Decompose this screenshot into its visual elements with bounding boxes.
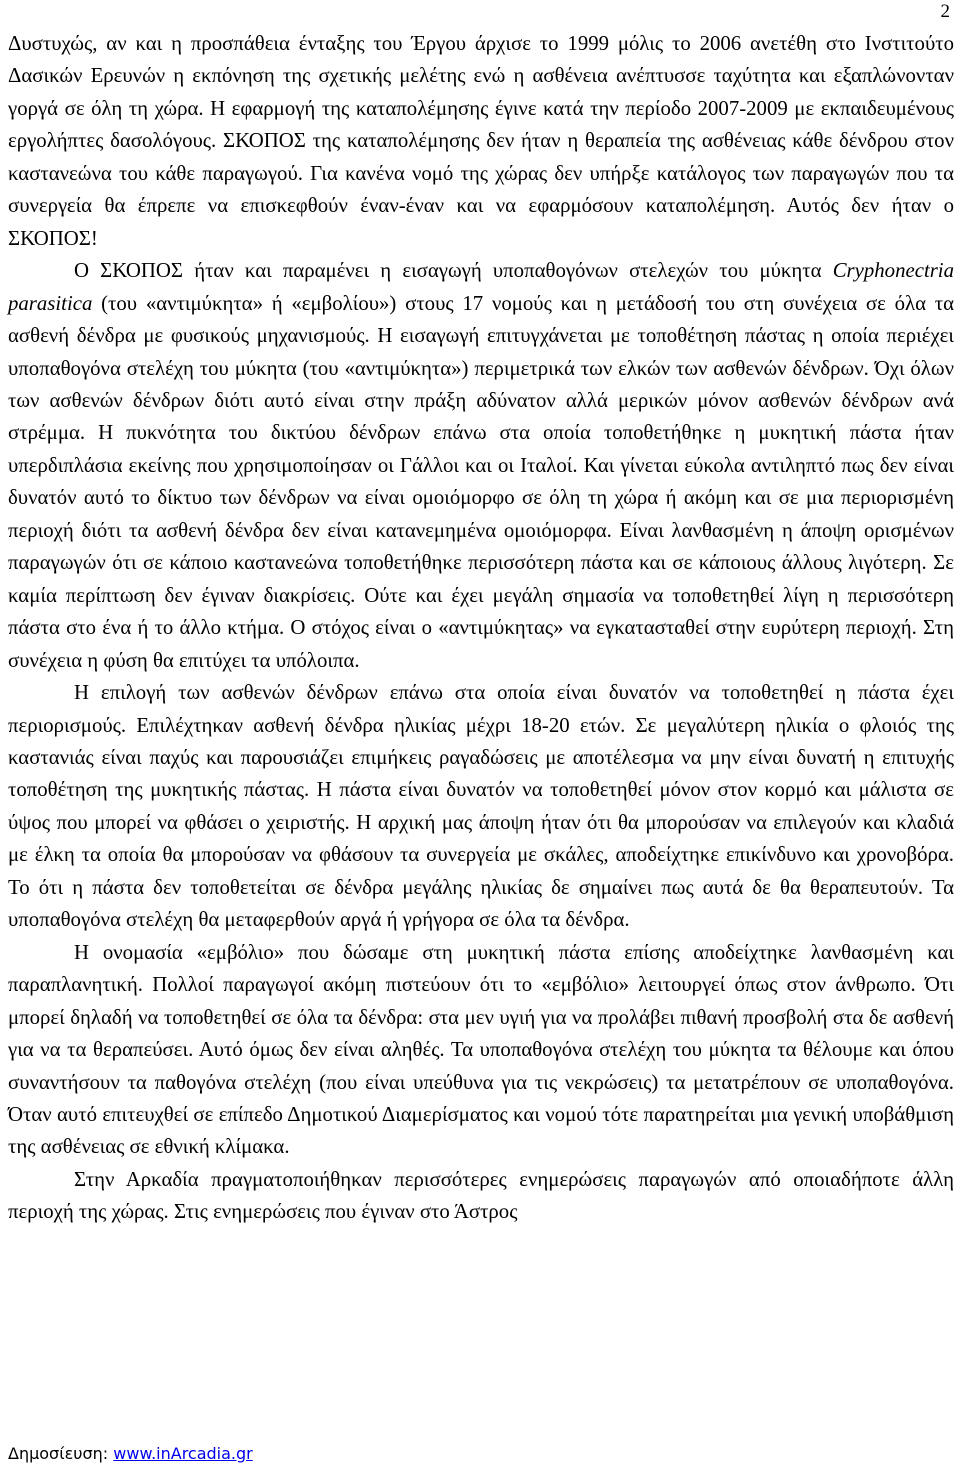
paragraph-skopos-text-after: (του «αντιμύκητα» ή «εμβολίου») στους 17 νομούς και η μετάδοσή του στη συνέχεια σε όλα τα ασθενή δένδρα με φυσικούς μηχανισμούς. Η εισαγωγή επιτυγχάνεται με τοποθέτηση πάστας η οποία περιέχει υποπαθογόνα στελέχη του μύκητα (του «αντιμύκητα») περιμετρικά των ελκών των ασθενών δένδρων. Όχι όλων των ασθενών δένδρων διότι αυτό είναι στην πράξη αδύνατον αλλά μερικών μόνον ασθενών δένδρων ανά στρέμμα. Η πυκνότητα του δικτύου δένδρων επάνω στα οποία τοποθετήθηκε η μυκητική πάστα ήταν υπερδιπλάσια εκείνης που χρησιμοποίησαν οι Γάλλοι και οι Ιταλοί. Και γίνεται εύκολα αντιληπτό πως δεν είναι δυνατόν αυτό το δίκτυο των δένδρων να είναι ομοιόμορφο σε όλη τη χώρα ή ακόμη και σε μια περιορισμένη περιοχή διότι τα ασθενή δένδρα δεν είναι κατανεμημένα ομοιόμορφα. Είναι λανθασμένη η άποψη ορισμένων παραγωγών ότι σε κάποιο καστανεώνα τοποθετήθηκε περισσότερη πάστα και σε κάποιους άλλους λιγότερη. Σε καμία περίπτωση δεν έγιναν διακρίσεις. Ούτε και έχει μεγάλη σημασία να τοποθετηθεί λίγη η περισσότερη πάστα στο ένα ή το άλλο κτήμα. Ο στόχος είναι ο «αντιμύκητας» να εγκατασταθεί στην ευρύτερη περιοχή. Στη συνέχεια η φύση θα επιτύχει τα υπόλοιπα. [8, 291, 954, 672]
footer [8, 1444, 253, 1464]
footer-label: Δημοσίευση: [8, 1444, 114, 1463]
page-number: 2 [940, 1, 950, 22]
paragraph-arcadia: Στην Αρκαδία πραγματοποιήθηκαν περισσότερες ενημερώσεις παραγωγών από οποιαδήποτε άλλη περιοχή της χώρας. Στις ενημερώσεις που έγιναν στο Άστρος [8, 1167, 954, 1224]
species-name: Cryphonectria parasitica [8, 259, 954, 315]
paragraph-skopos [8, 255, 954, 677]
document-body [8, 28, 954, 1229]
paragraph-vaccine-name: Η ονομασία «εμβόλιο» που δώσαμε στη μυκητική πάστα επίσης αποδείχτηκε λανθασμένη και παραπλανητική. Πολλοί παραγωγοί ακόμη πιστεύουν ότι το «εμβόλιο» λειτουργεί όπως στον άνθρωπο. Ότι μπορεί δηλαδή να τοποθετηθεί σε όλα τα δένδρα: στα μεν υγιή για να προλάβει πιθανή προσβολή στα δε ασθενή για να τα θεραπεύσει. Αυτό όμως δεν είναι αληθές. Τα υποπαθογόνα στελέχη του μύκητα τα θέλουμε και όπου συναντήσουν τα παθογόνα στελέχη (που είναι υπεύθυνα για τις νεκρώσεις) τα μετατρέπουν σε υποπαθογόνα. Όταν αυτό επιτευχθεί σε επίπεδο Δημοτικού Διαμερίσματος και νομού τότε παρατηρείται μια γενική υποβάθμιση της ασθένειας σε εθνική κλίμακα. [8, 940, 954, 1159]
paragraph-intro: Δυστυχώς, αν και η προσπάθεια ένταξης του Έργου άρχισε το 1999 μόλις το 2006 ανετέθη στο Ινστιτούτο Δασικών Ερευνών η εκπόνηση της σχετικής μελέτης ενώ η ασθένεια ανέπτυσσε ταχύτητα και εξαπλώνονταν γοργά σε όλη τη χώρα. Η εφαρμογή της καταπολέμησης έγινε κατά την περίοδο 2007-2009 με εκπαιδευμένους εργολήπτες δασολόγους. ΣΚΟΠΟΣ της καταπολέμησης δεν ήταν η θεραπεία της ασθένειας κάθε δένδρου στον καστανεώνα του κάθε παραγωγού. Για κανένα νομό της χώρας δεν υπήρξε κατάλογος των παραγωγών που τα συνεργεία θα έπρεπε να επισκεφθούν έναν-έναν και να εφαρμόσουν καταπολέμηση. Αυτός δεν ήταν ο ΣΚΟΠΟΣ! [8, 32, 954, 250]
paragraph-skopos-text-before: Ο ΣΚΟΠΟΣ ήταν και παραμένει η εισαγωγή υποπαθογόνων στελεχών του μύκητα [74, 259, 833, 283]
paragraph-tree-selection: Η επιλογή των ασθενών δένδρων επάνω στα οποία είναι δυνατόν να τοποθετηθεί η πάστα έχει περιορισμούς. Επιλέχτηκαν ασθενή δένδρα ηλικίας μέχρι 18-20 ετών. Σε μεγαλύτερη ηλικία ο φλοιός της καστανιάς είναι παχύς και παρουσιάζει επιμήκεις ραγαδώσεις με αποτέλεσμα να μην είναι δυνατή η επιτυχής τοποθέτηση της μυκητικής πάστας. Η πάστα είναι δυνατόν να τοποθετηθεί μόνον στον κορμό και μάλιστα σε ύψος που μπορεί να φθάσει ο χειριστής. Η αρχική μας άποψη ήταν ότι θα μπορούσαν να επιλεγούν και κλαδιά με έλκη τα οποία θα μπορούσαν να φθάσουν τα συνεργεία με σκάλες, αποδείχτηκε επικίνδυνο και χρονοβόρα. Το ότι η πάστα δεν τοποθετείται σε δένδρα μεγάλης ηλικίας δε σημαίνει πως αυτά δε θα θεραπευτούν. Τα υποπαθογόνα στελέχη θα μεταφερθούν αργά ή γρήγορα σε όλα τα δένδρα. [8, 681, 954, 932]
footer-link[interactable]: www.inArcadia.gr [113, 1444, 253, 1463]
